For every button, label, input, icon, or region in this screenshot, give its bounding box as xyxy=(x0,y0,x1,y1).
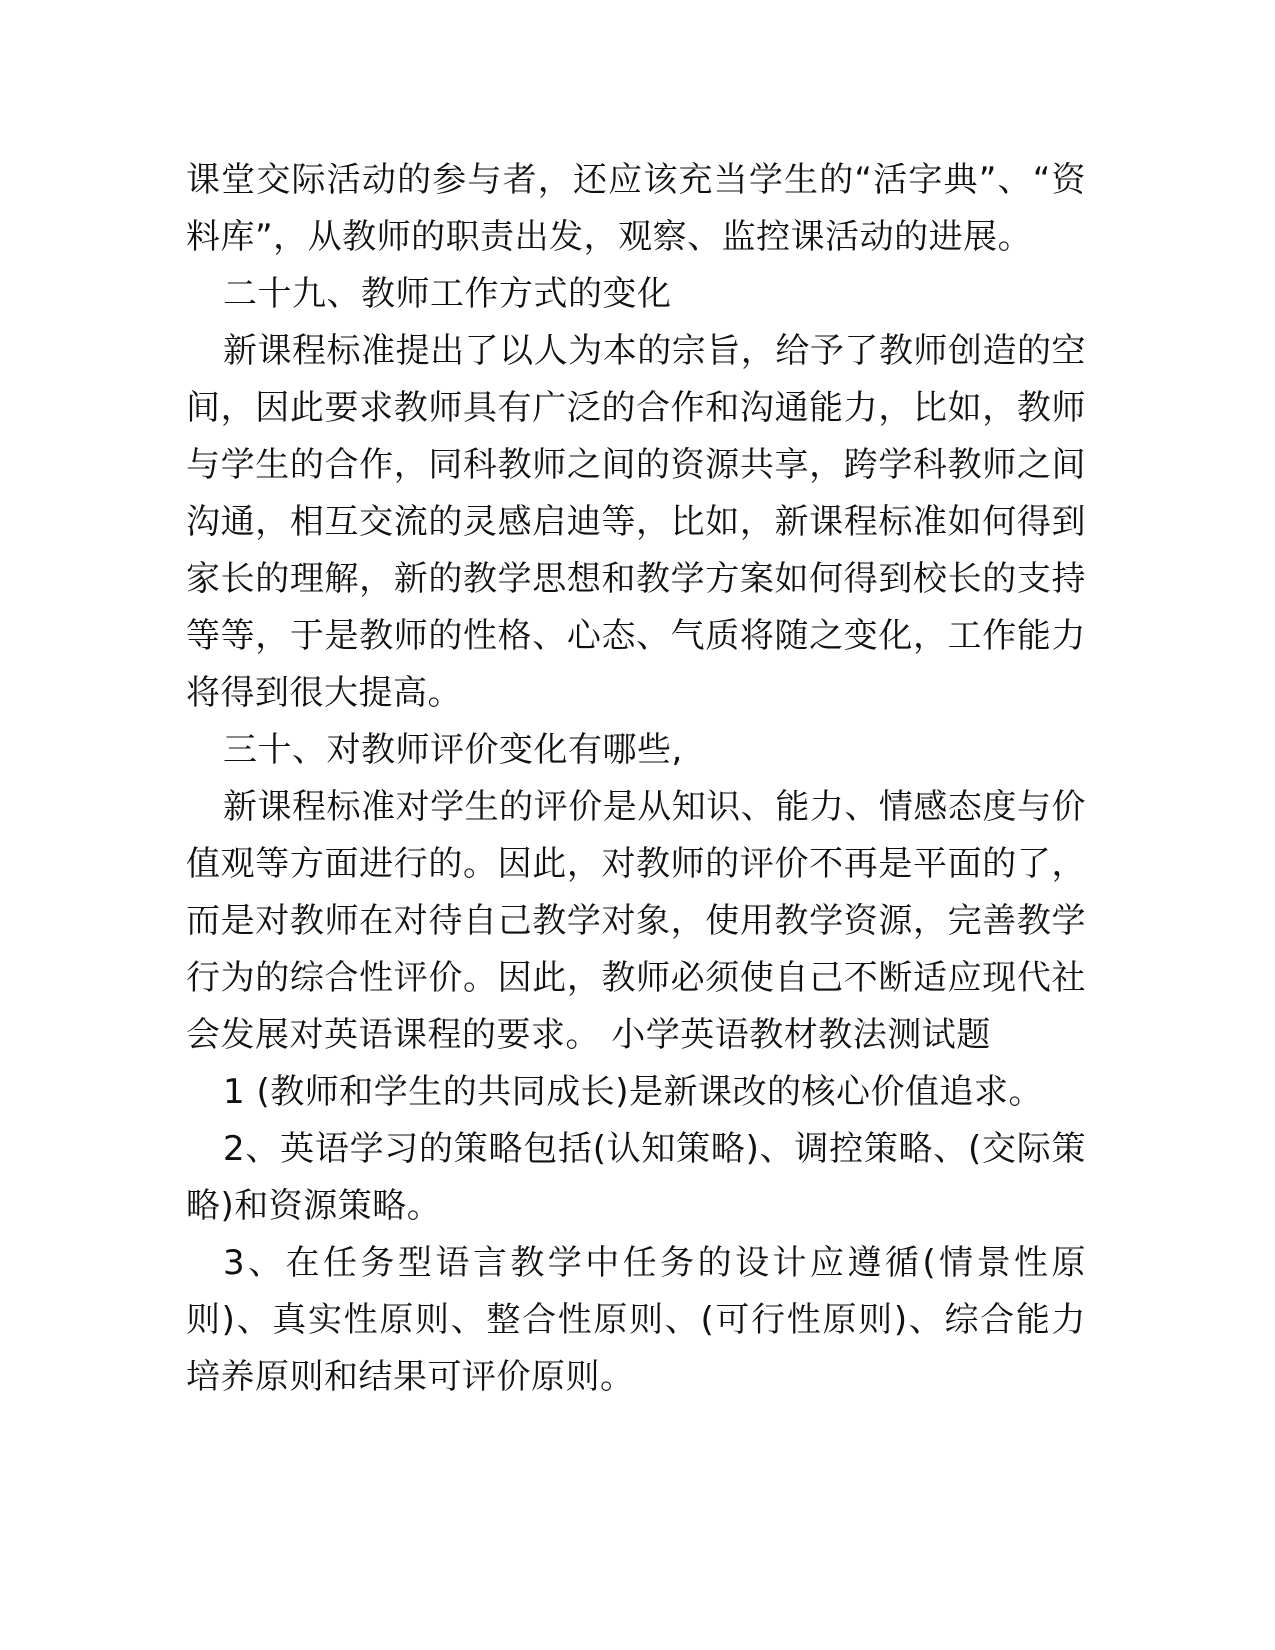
paragraph-30-body: 新课程标准对学生的评价是从知识、能力、情感态度与价值观等方面进行的。因此，对教师的评价不再是平面的了，而是对教师在对待自己教学对象，使用教学资源，完善教学行为的综合性评价。因此，教师必须使自己不断适应现代社会发展对英语课程的要求。 小学英语教材教法测试题 xyxy=(186,787,1086,1055)
paragraph-intro: 课堂交际活动的参与者，还应该充当学生的“活字典”、“资料库”，从教师的职责出发，观察、监控课活动的进展。 xyxy=(186,160,1086,257)
document-body xyxy=(186,152,1086,1406)
question-3: 3、在任务型语言教学中任务的设计应遵循(情景性原则)、真实性原则、整合性原则、(可行性原则)、综合能力培养原则和结果可评价原则。 xyxy=(186,1243,1086,1397)
heading-30: 三十、对教师评价变化有哪些, xyxy=(223,730,683,770)
question-2: 2、英语学习的策略包括(认知策略)、调控策略、(交际策略)和资源策略。 xyxy=(186,1129,1086,1226)
question-1: 1 (教师和学生的共同成长)是新课改的核心价值追求。 xyxy=(223,1072,1043,1112)
paragraph-29-body: 新课程标准提出了以人为本的宗旨，给予了教师创造的空间，因此要求教师具有广泛的合作和沟通能力，比如，教师与学生的合作，同科教师之间的资源共享，跨学科教师之间沟通，相互交流的灵感启迪等，比如，新课程标准如何得到家长的理解，新的教学思想和教学方案如何得到校长的支持等等，于是教师的性格、心态、气质将随之变化，工作能力将得到很大提高。 xyxy=(186,331,1086,713)
heading-29: 二十九、教师工作方式的变化 xyxy=(223,274,672,314)
